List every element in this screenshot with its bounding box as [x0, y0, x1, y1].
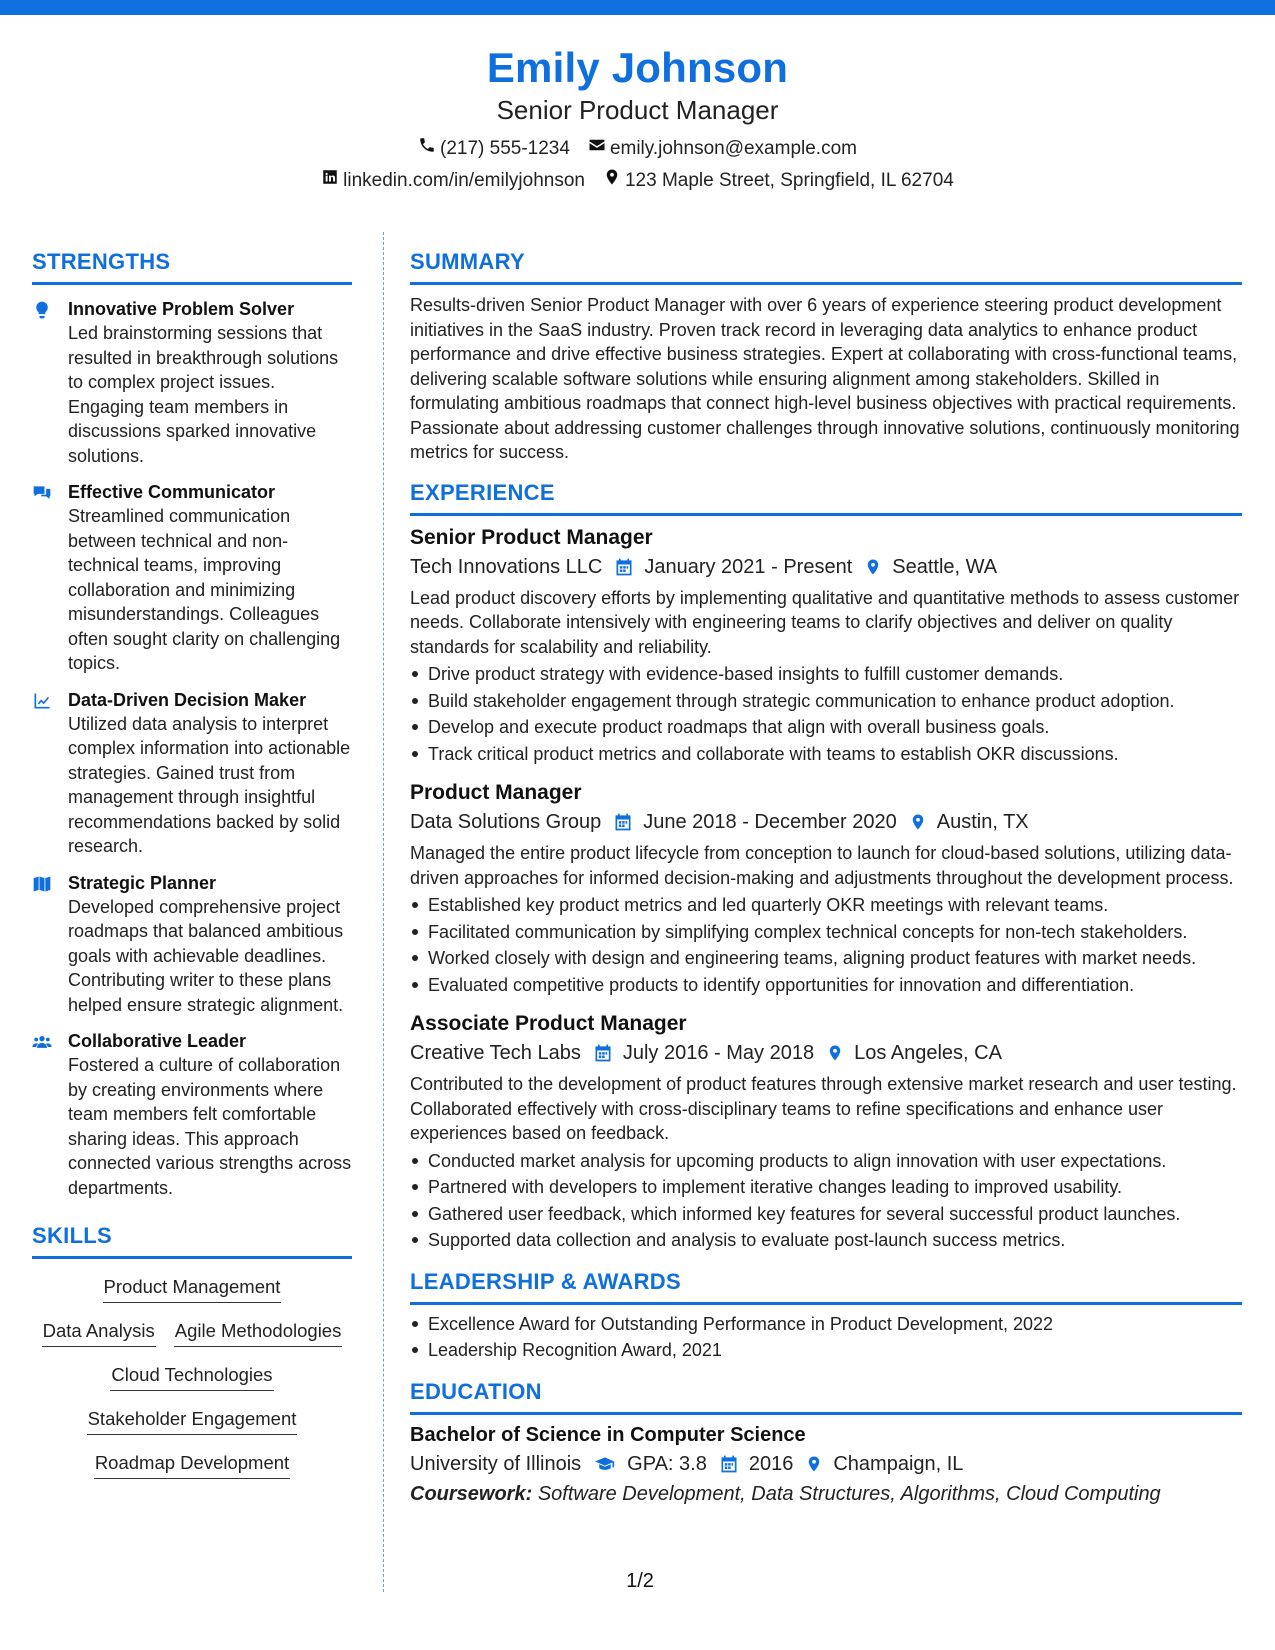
strength-description: Led brainstorming sessions that resulted in breakthrough solutions to complex project issues. Engaging team members in discussions sparked innovative solutions.	[68, 323, 339, 466]
envelope-icon	[588, 134, 606, 164]
strength-item	[32, 871, 352, 1018]
section-rule	[410, 1412, 1242, 1415]
job-description: Lead product discovery efforts by implementing qualitative and quantitative methods to assess customer needs. Collaborate intensively with engineering teams to clarify objectives and deliver on quality standards for scalability and reliability.	[410, 587, 1240, 657]
graduation-cap-icon	[593, 1454, 617, 1474]
section-rule	[410, 282, 1242, 285]
strengths-section	[32, 248, 352, 1200]
job-dates: July 2016 - May 2018	[622, 1042, 815, 1064]
phone-contact[interactable]	[418, 134, 570, 164]
list-item: Excellence Award for Outstanding Performance in Product Development, 2022	[428, 1311, 1242, 1338]
list-item: Worked closely with design and engineering teams, aligning product features with market needs.	[428, 945, 1242, 972]
list-item: Conducted market analysis for upcoming products to align innovation with user expectations.	[428, 1148, 1242, 1175]
job-location: Austin, TX	[936, 811, 1029, 833]
job-title: Associate Product Manager	[410, 1012, 687, 1035]
summary-heading: SUMMARY	[410, 249, 525, 274]
degree-title: Bachelor of Science in Computer Science	[410, 1423, 806, 1446]
job-meta	[410, 552, 1242, 582]
education-section	[410, 1378, 1242, 1509]
school-location: Champaign, IL	[833, 1452, 964, 1475]
column-divider	[383, 232, 384, 1592]
skills-list	[32, 1275, 352, 1479]
strength-item	[32, 297, 352, 468]
skills-heading: SKILLS	[32, 1223, 113, 1248]
phone-icon	[418, 134, 436, 164]
strength-title: Innovative Problem Solver	[68, 299, 295, 319]
skill-tag: Data Analysis	[42, 1319, 156, 1347]
coursework-label: Coursework:	[410, 1482, 533, 1505]
list-item: Supported data collection and analysis to evaluate post-launch success metrics.	[428, 1227, 1242, 1254]
right-column	[410, 248, 1242, 1509]
summary-text: Results-driven Senior Product Manager with over 6 years of experience steering product development initiatives in the SaaS industry. Proven track record in leveraging data analytics to enhance product performance and drive effective business strategies. Expert at collaborating with cross-functional teams, delivering scalable software solutions while ensuring alignment among stakeholders. Skilled in formulating ambitious roadmaps that connect high-level business objectives with practical requirements. Passionate about addressing customer challenges through innovative solutions, continuously monitoring metrics for success.	[410, 295, 1240, 462]
company-name: Data Solutions Group	[410, 811, 602, 833]
top-accent-bar	[0, 0, 1275, 15]
list-item: Develop and execute product roadmaps that align with overall business goals.	[428, 714, 1242, 741]
skill-tag: Agile Methodologies	[174, 1319, 343, 1347]
section-rule	[410, 513, 1242, 516]
candidate-title: Senior Product Manager	[496, 95, 779, 125]
job-title: Senior Product Manager	[410, 525, 653, 549]
job-bullets	[410, 1148, 1242, 1254]
linkedin-contact[interactable]	[321, 166, 585, 196]
gpa-text: GPA: 3.8	[627, 1452, 707, 1475]
strength-title: Strategic Planner	[68, 872, 217, 893]
job-description: Contributed to the development of product features through extensive market research and user testing. Collaborated effectively with cross-disciplinary teams to refine specifications and enhance user experiences based on feedback.	[410, 1074, 1237, 1143]
skill-tag: Roadmap Development	[94, 1451, 290, 1479]
left-column	[32, 248, 352, 1495]
list-item: Gathered user feedback, which informed key features for several successful product launches.	[428, 1201, 1242, 1228]
job-bullets	[410, 661, 1242, 767]
email-contact[interactable]	[588, 134, 857, 164]
job-entry	[410, 779, 1242, 998]
lightbulb-icon	[32, 297, 68, 468]
awards-section	[410, 1268, 1242, 1364]
coursework-list: Software Development, Data Structures, Algorithms, Cloud Computing	[537, 1482, 1161, 1505]
skills-section	[32, 1222, 352, 1479]
awards-list	[410, 1311, 1242, 1364]
job-dates: January 2021 - Present	[644, 555, 853, 578]
calendar-icon	[593, 1043, 613, 1063]
section-rule	[410, 1302, 1242, 1305]
job-description: Managed the entire product lifecycle from conception to launch for cloud-based solutions, utilizing data-driven approaches for informed decision-making and adjustments throughout the development process.	[410, 843, 1234, 888]
email-text: emily.johnson@example.com	[609, 138, 857, 159]
page-number: 1/2	[626, 1570, 654, 1592]
skill-tag: Stakeholder Engagement	[87, 1407, 298, 1435]
strength-description: Utilized data analysis to interpret complex information into actionable strategies. Gained trust from management through insightful recommendations backed by solid research.	[68, 713, 351, 856]
list-item: Track critical product metrics and collaborate with teams to establish OKR discussions.	[428, 741, 1242, 768]
job-entry	[410, 524, 1242, 768]
strength-item	[32, 480, 352, 676]
strength-item	[32, 1029, 352, 1200]
job-dates: June 2018 - December 2020	[643, 811, 897, 833]
job-location: Los Angeles, CA	[854, 1042, 1002, 1064]
address-contact	[603, 166, 954, 196]
coursework-line	[410, 1479, 1242, 1509]
strength-title: Collaborative Leader	[68, 1031, 247, 1051]
list-item: Build stakeholder engagement through strategic communication to enhance product adoption.	[428, 688, 1242, 715]
users-icon	[32, 1029, 68, 1200]
education-heading: EDUCATION	[410, 1378, 542, 1404]
experience-section	[410, 479, 1242, 1254]
address-text: 123 Maple Street, Springfield, IL 62704	[624, 170, 954, 191]
calendar-icon	[719, 1454, 739, 1474]
summary-section	[410, 248, 1242, 465]
strength-item	[32, 688, 352, 859]
job-entry	[410, 1010, 1242, 1254]
phone-text: (217) 555-1234	[440, 138, 570, 159]
map-icon	[32, 871, 68, 1018]
list-item: Drive product strategy with evidence-based insights to fulfill customer demands.	[428, 661, 1242, 688]
strength-description: Developed comprehensive project roadmaps that balanced ambitious goals with achievable deadlines. Contributing writer to these plans helped ensure strategic alignment.	[68, 896, 344, 1015]
strength-title: Data-Driven Decision Maker	[68, 689, 307, 710]
strength-title: Effective Communicator	[68, 482, 276, 502]
company-name: Creative Tech Labs	[410, 1042, 581, 1064]
list-item: Evaluated competitive products to identify opportunities for innovation and differentiation.	[428, 972, 1242, 999]
graduation-year: 2016	[748, 1452, 794, 1475]
school-name: University of Illinois	[410, 1452, 582, 1475]
chart-line-icon	[32, 688, 68, 859]
job-location: Seattle, WA	[892, 555, 998, 578]
list-item: Partnered with developers to implement iterative changes leading to improved usability.	[428, 1174, 1242, 1201]
job-title: Product Manager	[410, 781, 582, 804]
contact-row-1	[0, 134, 1275, 164]
section-rule	[32, 282, 352, 285]
candidate-name: Emily Johnson	[486, 44, 789, 91]
calendar-icon	[613, 812, 633, 832]
linkedin-text: linkedin.com/in/emilyjohnson	[343, 170, 585, 191]
awards-heading: LEADERSHIP & AWARDS	[410, 1268, 681, 1294]
section-rule	[32, 1256, 352, 1259]
linkedin-icon	[321, 166, 339, 196]
company-name: Tech Innovations LLC	[410, 555, 603, 578]
location-pin-icon	[826, 1043, 844, 1063]
strength-description: Fostered a culture of collaboration by creating environments where team members felt comfortable sharing ideas. This approach connected various strengths across departments.	[68, 1055, 352, 1198]
skill-tag: Product Management	[103, 1275, 282, 1303]
contact-row-2	[0, 166, 1275, 196]
location-pin-icon	[603, 166, 621, 196]
job-meta	[410, 1038, 1242, 1068]
resume-header	[0, 42, 1275, 196]
education-meta	[410, 1449, 1242, 1479]
location-pin-icon	[909, 812, 927, 832]
job-bullets	[410, 892, 1242, 998]
comments-icon	[32, 480, 68, 676]
experience-heading: EXPERIENCE	[410, 479, 555, 505]
list-item: Established key product metrics and led quarterly OKR meetings with relevant teams.	[428, 892, 1242, 919]
strengths-heading: STRENGTHS	[32, 249, 171, 274]
skill-tag: Cloud Technologies	[110, 1363, 273, 1391]
list-item: Facilitated communication by simplifying complex technical concepts for non-tech stakeholders.	[428, 919, 1242, 946]
location-pin-icon	[805, 1454, 823, 1474]
list-item: Leadership Recognition Award, 2021	[428, 1337, 1242, 1364]
calendar-icon	[614, 557, 634, 577]
strength-description: Streamlined communication between technical and non-technical teams, improving collaboration and minimizing misunderstandings. Colleagues often sought clarity on challenging topics.	[68, 506, 341, 673]
job-meta	[410, 807, 1242, 837]
location-pin-icon	[864, 557, 882, 577]
